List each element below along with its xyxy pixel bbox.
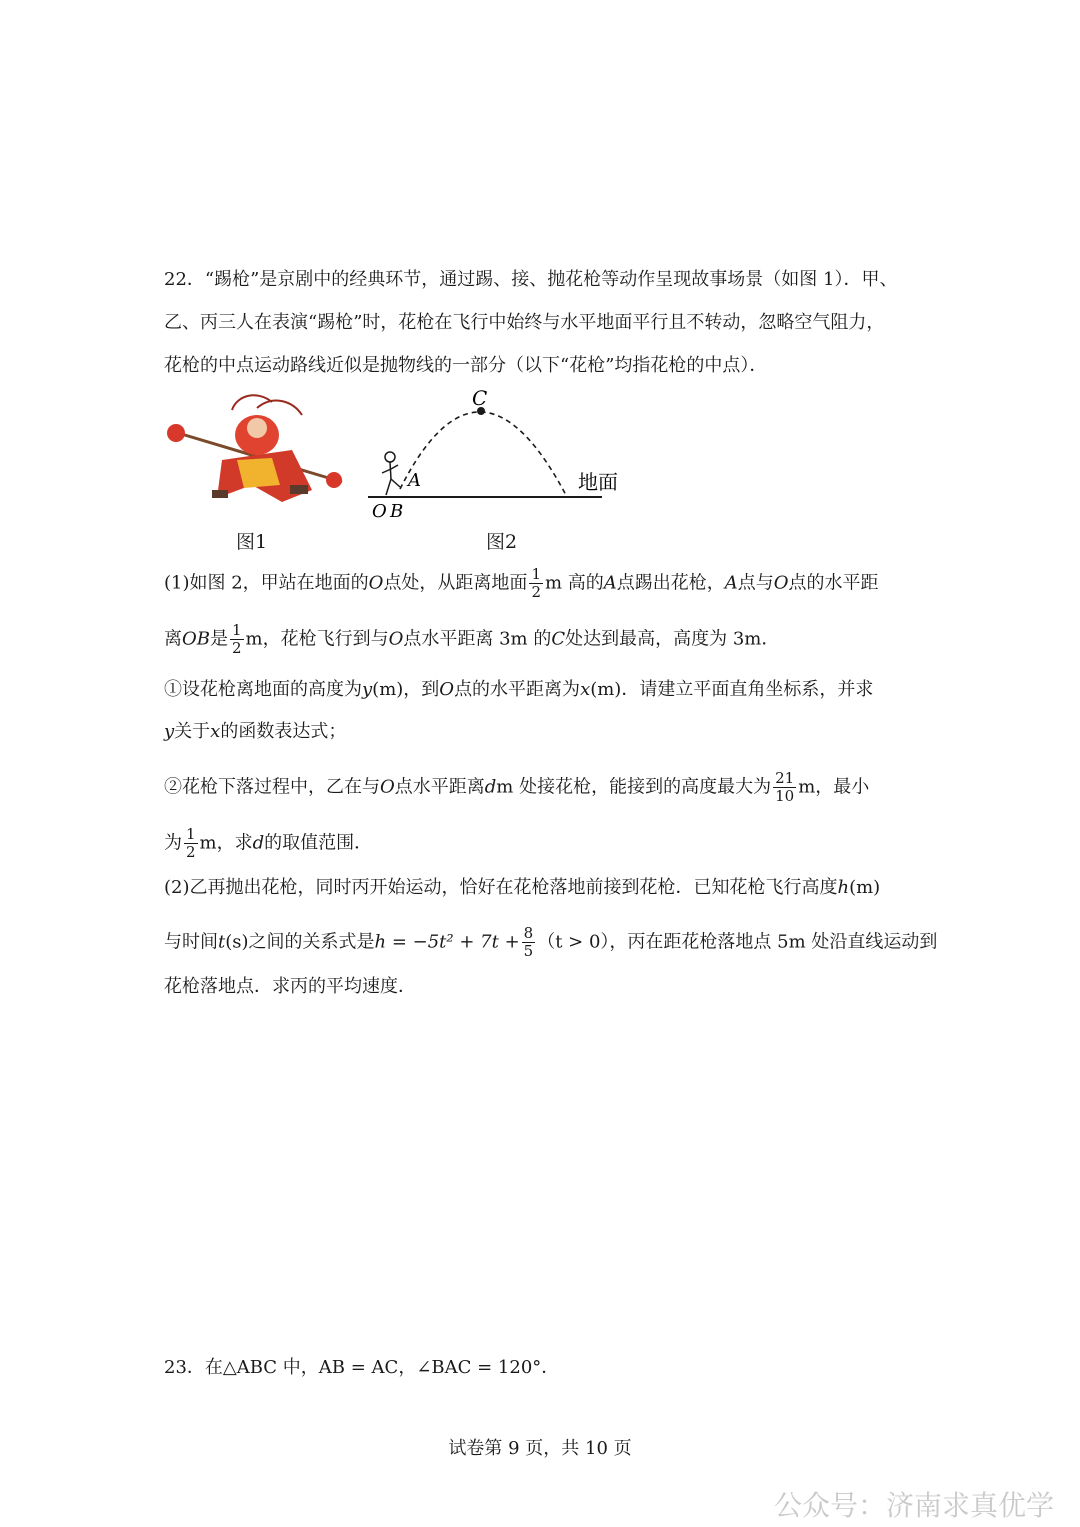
var-h: h [837, 877, 850, 898]
q22-intro-line1: 22．“踢枪”是京剧中的经典环节，通过踢、接、抛花枪等动作呈现故事场景（如图 1）．甲、 [164, 269, 898, 290]
var-d: d [252, 832, 265, 854]
text: 点水平距离 3m 的 [403, 628, 552, 650]
text: (m)．请建立平面直角坐标系，并求 [590, 679, 874, 700]
var-a: A [603, 572, 617, 594]
var-d: d [484, 776, 497, 798]
fig2-trajectory-diagram [360, 385, 640, 525]
q22-sub2-line1 [164, 770, 869, 805]
fig2-caption: 图2 [486, 531, 518, 553]
var-c: C [551, 628, 566, 650]
frac-num: 1 [186, 825, 196, 843]
text: ②花枪下落过程中，乙在与 [164, 776, 380, 798]
frac-den: 10 [775, 787, 795, 805]
text: 关于 [174, 721, 211, 742]
frac-num: 8 [523, 924, 534, 942]
condition: （t > 0） [537, 931, 610, 953]
text: (s)之间的关系式是 [225, 931, 375, 953]
frac-den: 2 [531, 583, 541, 601]
text: 是 [209, 628, 228, 650]
text: 点的水平距离为 [454, 679, 581, 700]
text: ①设花枪离地面的高度为 [164, 679, 362, 700]
var-o: O [773, 572, 789, 594]
q22-part1-line1 [164, 566, 879, 601]
frac-den: 2 [186, 843, 196, 861]
text: 点处，从距离地面 [383, 572, 528, 594]
text: m，求 [199, 832, 253, 854]
label-o: O [372, 501, 387, 522]
text: m 高的 [544, 572, 604, 594]
var-y: y [164, 721, 175, 742]
label-a: A [408, 470, 421, 491]
frac-num: 1 [531, 565, 541, 583]
text: m 处接花枪，能接到的高度最大为 [496, 776, 772, 798]
text: m，花枪飞行到与 [245, 628, 389, 650]
var-x: x [580, 679, 591, 700]
text: 与时间 [164, 931, 218, 953]
fraction-half [529, 566, 543, 601]
text: 离 [164, 628, 182, 650]
var-o: O [380, 776, 395, 798]
q22-part2-line2 [164, 925, 937, 960]
text: (m) [849, 877, 881, 898]
trajectory-curve [400, 412, 567, 497]
q22-sub2-line2 [164, 826, 372, 861]
frac-den: 5 [523, 942, 534, 960]
frac-num: 1 [231, 621, 242, 639]
q22-sub1-line2 [164, 720, 346, 744]
q22-part2-line1 [164, 876, 880, 900]
text: (m)，到 [372, 679, 440, 700]
text: 处达到最高，高度为 3m． [565, 628, 780, 650]
text: 点的水平距 [788, 572, 879, 594]
text: 点水平距离 [394, 776, 485, 798]
text: 为 [164, 832, 182, 854]
text: 点踢出花枪， [616, 572, 725, 594]
fraction-8-5 [522, 925, 536, 960]
var-ob: OB [182, 628, 210, 650]
var-o: O [388, 628, 404, 650]
text: (1)如图 2，甲站在地面的 [164, 572, 369, 594]
q22-part2-line3: 花枪落地点．求丙的平均速度． [164, 976, 416, 997]
q22-part1-line2 [164, 622, 779, 657]
stick-figure-icon [382, 452, 400, 495]
var-x: x [210, 721, 221, 742]
fraction-21-10 [773, 770, 796, 805]
text: (2)乙再抛出花枪，同时丙开始运动，恰好在花枪落地前接到花枪．已知花枪飞行高度 [164, 877, 838, 898]
label-ground: 地面 [578, 470, 618, 494]
q22-intro-line2: 乙、丙三人在表演“踢枪”时，花枪在飞行中始终与水平地面平行且不转动，忽略空气阻力， [164, 312, 885, 333]
frac-num: 21 [775, 769, 795, 787]
text: 的取值范围． [264, 832, 373, 854]
q22-intro-line3: 花枪的中点运动路线近似是抛物线的一部分（以下“花枪”均指花枪的中点）． [164, 355, 768, 376]
q22-sub1-line1 [164, 678, 873, 702]
height-formula: h = −5t² + 7t + [374, 931, 520, 953]
label-c: C [472, 386, 488, 410]
var-o: O [439, 679, 455, 700]
text: 的函数表达式； [220, 721, 347, 742]
var-t: t [218, 931, 226, 953]
fraction-half [184, 826, 198, 861]
text: m，最小 [798, 776, 870, 798]
watermark: 公众号：济南求真优学 [773, 1489, 1054, 1522]
q23-text: 23．在△ABC 中，AB = AC，∠BAC = 120°． [164, 1357, 560, 1378]
fig1-opera-performer-image [162, 390, 347, 515]
fig1-caption: 图1 [236, 531, 268, 553]
text: 点与 [737, 572, 774, 594]
page-footer: 试卷第 9 页，共 10 页 [448, 1438, 632, 1459]
var-o: O [368, 572, 384, 594]
fraction-half [230, 622, 244, 657]
label-b: B [390, 501, 404, 522]
text: ，丙在距花枪落地点 5m 处沿直线运动到 [609, 931, 938, 953]
frac-den: 2 [231, 639, 242, 657]
var-a: A [724, 572, 738, 594]
var-y: y [362, 679, 373, 700]
